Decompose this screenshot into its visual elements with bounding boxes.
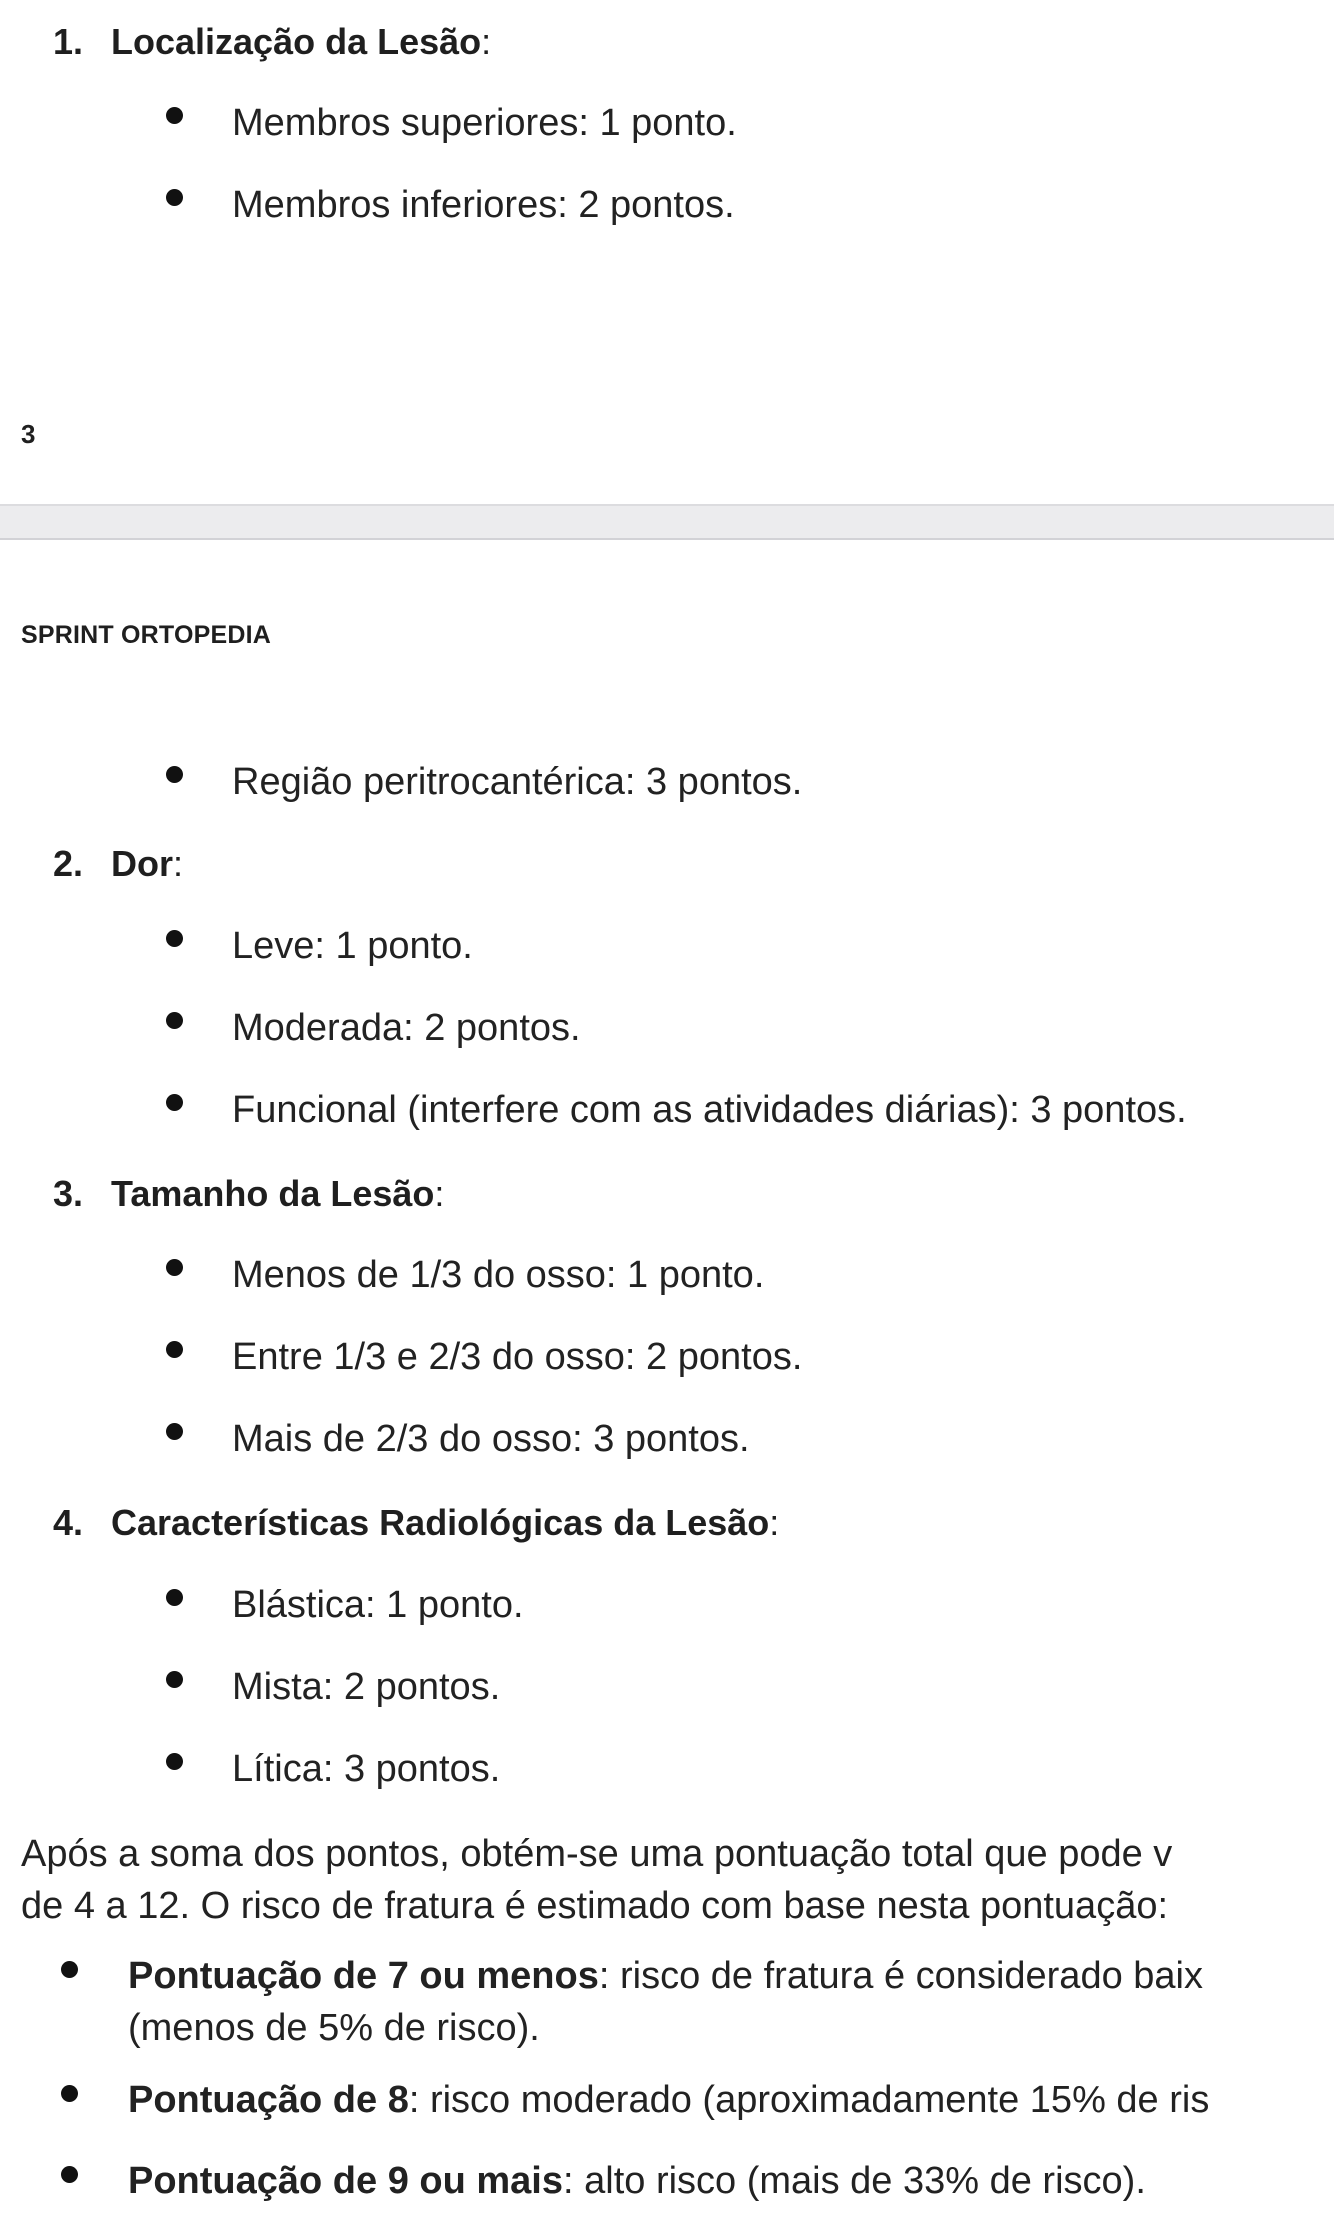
risk-rule [128, 2155, 1146, 2207]
section-title: Dor [111, 843, 173, 884]
list-item: Mista: 2 pontos. [232, 1666, 501, 1708]
section-2-heading [53, 842, 183, 886]
risk-rule-label: Pontuação de 9 ou mais [128, 2160, 563, 2202]
bullet-icon [166, 1753, 183, 1770]
list-item: Região peritrocantérica: 3 pontos. [232, 761, 803, 803]
risk-rule-continuation: (menos de 5% de risco). [128, 2007, 540, 2049]
section-colon: : [173, 843, 184, 884]
bullet-icon [61, 2085, 78, 2102]
bullet-icon [166, 1012, 183, 1029]
bullet-icon [166, 1671, 183, 1688]
bullet-icon [166, 1423, 183, 1440]
list-item: Moderada: 2 pontos. [232, 1007, 581, 1049]
list-item: Funcional (interfere com as atividades diárias): 3 pontos. [232, 1089, 1187, 1131]
section-colon: : [434, 1173, 445, 1214]
bullet-icon [166, 930, 183, 947]
bullet-icon [166, 189, 183, 206]
running-header: SPRINT ORTOPEDIA [21, 621, 271, 649]
section-title: Características Radiológicas da Lesão [111, 1502, 770, 1543]
list-item: Mais de 2/3 do osso: 3 pontos. [232, 1418, 750, 1460]
bullet-icon [166, 1259, 183, 1276]
section-colon: : [769, 1502, 780, 1543]
bullet-icon [166, 1094, 183, 1111]
section-number: 4. [53, 1502, 84, 1543]
list-item: Menos de 1/3 do osso: 1 ponto. [232, 1254, 765, 1296]
section-3-heading [53, 1172, 444, 1216]
list-item: Lítica: 3 pontos. [232, 1748, 501, 1790]
section-title: Localização da Lesão [111, 21, 482, 62]
section-title: Tamanho da Lesão [111, 1173, 435, 1214]
bullet-icon [61, 2166, 78, 2183]
risk-rule-text: : risco moderado (aproximadamente 15% de ris [408, 2079, 1210, 2121]
bullet-icon [166, 1341, 183, 1358]
page-break-divider [0, 504, 1334, 540]
list-item: Blástica: 1 ponto. [232, 1584, 524, 1626]
page-number: 3 [21, 419, 36, 449]
risk-rule-text: : alto risco (mais de 33% de risco). [563, 2160, 1146, 2202]
summary-paragraph-line: Após a soma dos pontos, obtém-se uma pontuação total que pode v [21, 1833, 1173, 1875]
section-number: 2. [53, 843, 84, 884]
bullet-icon [61, 1961, 78, 1978]
section-colon: : [481, 21, 492, 62]
list-item: Entre 1/3 e 2/3 do osso: 2 pontos. [232, 1336, 803, 1378]
list-item: Membros inferiores: 2 pontos. [232, 184, 735, 226]
bullet-icon [166, 1589, 183, 1606]
list-item: Leve: 1 ponto. [232, 925, 473, 967]
risk-rule-text: : risco de fratura é considerado baix [598, 1955, 1203, 1997]
risk-rule-label: Pontuação de 7 ou menos [128, 1955, 599, 1997]
section-number: 3. [53, 1173, 84, 1214]
risk-rule-label: Pontuação de 8 [128, 2079, 409, 2121]
section-1-heading [53, 20, 491, 64]
risk-rule [128, 1950, 1203, 2002]
bullet-icon [166, 766, 183, 783]
summary-paragraph-line: de 4 a 12. O risco de fratura é estimado com base nesta pontuação: [21, 1885, 1169, 1927]
list-item: Membros superiores: 1 ponto. [232, 102, 737, 144]
section-4-heading [53, 1501, 779, 1545]
bullet-icon [166, 107, 183, 124]
section-number: 1. [53, 21, 84, 62]
risk-rule [128, 2074, 1209, 2126]
